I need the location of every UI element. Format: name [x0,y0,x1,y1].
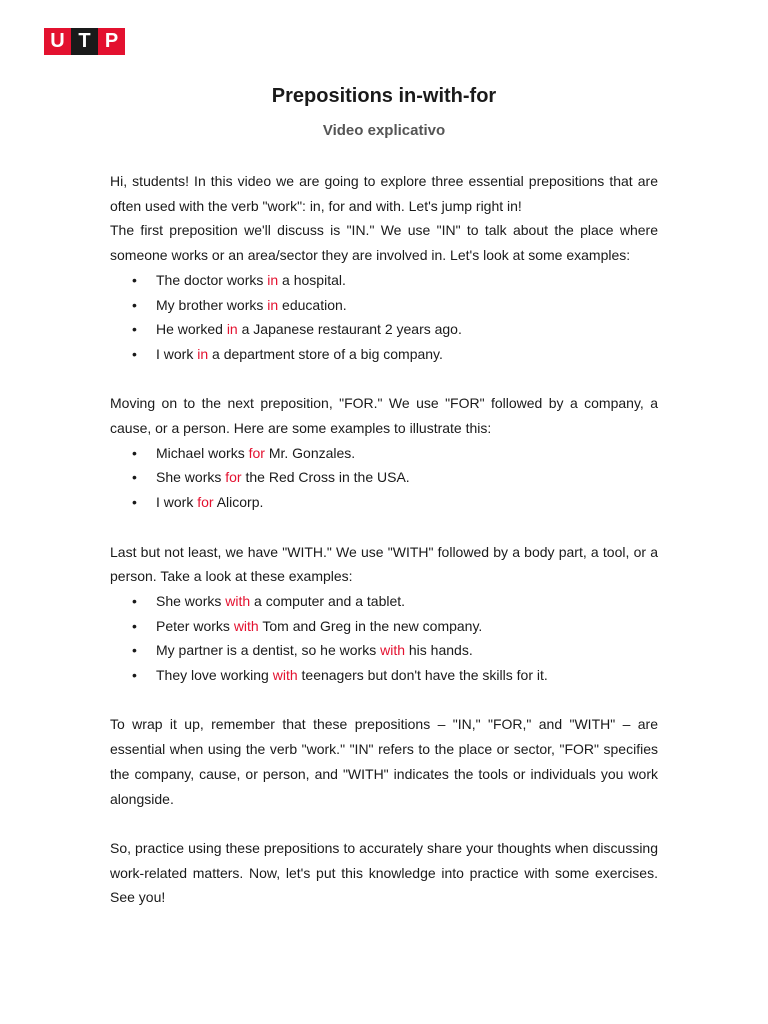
logo-letter-t: T [71,28,98,55]
paragraph-spacer [110,811,658,836]
closing-paragraph: So, practice using these prepositions to accurately share your thoughts when discussing work-related matters. Now, let's put this knowledge into practice with some exercises. See you! [110,839,658,906]
with-explanation-paragraph: Last but not least, we have "WITH." We use "WITH" followed by a body part, a tool, or a person. Take a look at these examples: [110,543,658,585]
list-item: • Michael works for Mr. Gonzales. [110,441,658,466]
list-item: • I work in a department store of a big company. [110,342,658,367]
list-item: • My brother works in education. [110,293,658,318]
list-item: • He worked in a Japanese restaurant 2 years ago. [110,317,658,342]
preposition-highlight: in [197,345,209,362]
list-item: • My partner is a dentist, so he works with his hands. [110,638,658,663]
preposition-highlight: in [267,296,279,313]
in-explanation-paragraph: The first preposition we'll discuss is "IN." We use "IN" to talk about the place where someone works or an area/sector they are involved in. Let's look at some examples: [110,222,658,264]
intro-paragraph: Hi, students! In this video we are going to explore three essential prepositions that are often used with the verb "work": in, for and with. Let's jump right in! [110,173,658,214]
preposition-highlight: for [197,494,214,511]
paragraph-spacer [110,515,658,540]
list-item: • She works with a computer and a tablet. [110,589,658,614]
for-examples-list [110,441,658,515]
document-body [110,169,658,910]
list-item: • Peter works with Tom and Greg in the new company. [110,614,658,639]
preposition-highlight: with [272,667,298,684]
preposition-highlight: for [248,444,265,461]
preposition-highlight: in [267,271,279,288]
preposition-highlight: with [225,592,251,609]
list-item: • The doctor works in a hospital. [110,268,658,293]
list-item: • They love working with teenagers but don't have the skills for it. [110,663,658,688]
list-item: • I work for Alicorp. [110,490,658,515]
paragraph-spacer [110,367,658,392]
logo-letter-u: U [44,28,71,55]
with-examples-list [110,589,658,688]
logo-letter-p: P [98,28,125,55]
utp-logo [44,28,125,55]
wrap-up-paragraph: To wrap it up, remember that these prepositions – "IN," "FOR," and "WITH" – are essential when using the verb "work." "IN" refers to the place or sector, "FOR" specifies the company, cause, or person, and "WITH" indicates the tools or individuals you work alongside. [110,716,658,807]
preposition-highlight: in [226,321,238,338]
document-title: Prepositions in-with-for [271,85,497,107]
list-item: • She works for the Red Cross in the USA. [110,465,658,490]
for-explanation-paragraph: Moving on to the next preposition, "FOR." We use "FOR" followed by a company, a cause, or a person. Here are some examples to illustrate this: [110,395,658,437]
preposition-highlight: with [233,617,259,634]
paragraph-spacer [110,688,658,713]
preposition-highlight: for [225,469,242,486]
in-examples-list [110,268,658,367]
preposition-highlight: with [380,642,405,659]
document-subtitle: Video explicativo [322,122,446,139]
